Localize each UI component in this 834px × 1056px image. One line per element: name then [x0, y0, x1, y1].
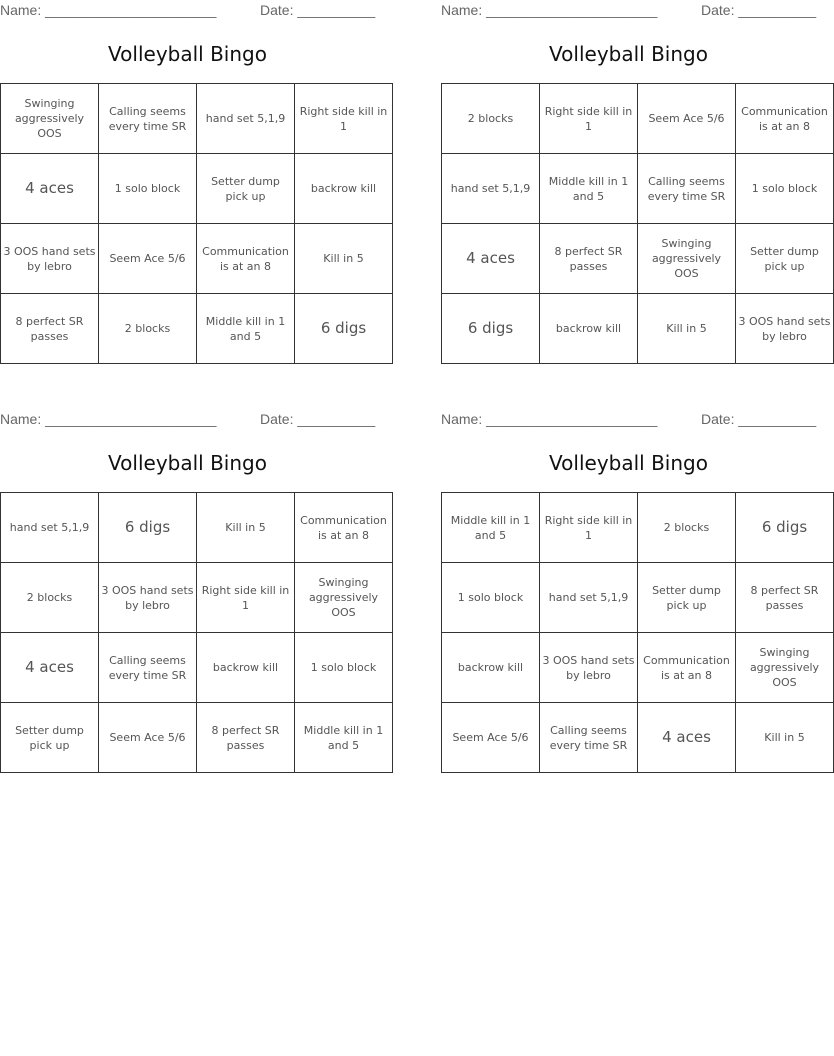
bingo-square: 8 perfect SR passes [1, 294, 99, 364]
bingo-square: hand set 5,1,9 [197, 84, 295, 154]
name-field-label: Name: ______________________ [441, 2, 658, 18]
bingo-square: Swinging aggressively OOS [736, 633, 834, 703]
bingo-square: Seem Ace 5/6 [99, 224, 197, 294]
bingo-row [1, 224, 393, 294]
bingo-card [0, 0, 388, 380]
bingo-square: Swinging aggressively OOS [1, 84, 99, 154]
bingo-square: 8 perfect SR passes [540, 224, 638, 294]
bingo-square: Setter dump pick up [736, 224, 834, 294]
bingo-square: Kill in 5 [638, 294, 736, 364]
bingo-square: Kill in 5 [295, 224, 393, 294]
date-field-label: Date: __________ [701, 2, 817, 18]
date-field-label: Date: __________ [260, 411, 376, 427]
bingo-square: hand set 5,1,9 [540, 563, 638, 633]
bingo-grid [441, 83, 834, 364]
bingo-square: 4 aces [442, 224, 540, 294]
bingo-row [442, 224, 834, 294]
bingo-square: 6 digs [99, 493, 197, 563]
bingo-square: Right side kill in 1 [295, 84, 393, 154]
bingo-square: Calling seems every time SR [99, 84, 197, 154]
bingo-row [442, 703, 834, 773]
bingo-square: Swinging aggressively OOS [638, 224, 736, 294]
bingo-square: 6 digs [736, 493, 834, 563]
bingo-square: 2 blocks [99, 294, 197, 364]
bingo-row [442, 294, 834, 364]
bingo-square: hand set 5,1,9 [1, 493, 99, 563]
bingo-square: 8 perfect SR passes [736, 563, 834, 633]
bingo-square: 3 OOS hand sets by lebro [1, 224, 99, 294]
bingo-square: 3 OOS hand sets by lebro [736, 294, 834, 364]
bingo-square: Kill in 5 [736, 703, 834, 773]
bingo-square: Middle kill in 1 and 5 [540, 154, 638, 224]
bingo-row [1, 633, 393, 703]
bingo-row [1, 294, 393, 364]
bingo-square: Setter dump pick up [638, 563, 736, 633]
bingo-square: Communication is at an 8 [736, 84, 834, 154]
bingo-row [442, 633, 834, 703]
card-title: Volleyball Bingo [549, 451, 708, 475]
bingo-grid [0, 83, 393, 364]
bingo-square: 1 solo block [295, 633, 393, 703]
bingo-square: Kill in 5 [197, 493, 295, 563]
name-field-label: Name: ______________________ [441, 411, 658, 427]
bingo-card [0, 409, 387, 789]
bingo-square: 4 aces [1, 633, 99, 703]
bingo-square: backrow kill [540, 294, 638, 364]
card-title: Volleyball Bingo [108, 451, 267, 475]
bingo-card [441, 409, 820, 789]
bingo-square: Setter dump pick up [197, 154, 295, 224]
date-field-label: Date: __________ [260, 2, 376, 18]
bingo-row [1, 84, 393, 154]
bingo-square: 1 solo block [99, 154, 197, 224]
bingo-row [442, 563, 834, 633]
bingo-square: 6 digs [295, 294, 393, 364]
bingo-square: 1 solo block [736, 154, 834, 224]
bingo-row [1, 154, 393, 224]
bingo-square: Calling seems every time SR [540, 703, 638, 773]
bingo-square: Right side kill in 1 [197, 563, 295, 633]
bingo-square: Communication is at an 8 [638, 633, 736, 703]
bingo-square: Seem Ace 5/6 [442, 703, 540, 773]
bingo-row [1, 703, 393, 773]
bingo-square: Seem Ace 5/6 [99, 703, 197, 773]
bingo-square: Setter dump pick up [1, 703, 99, 773]
bingo-square: 8 perfect SR passes [197, 703, 295, 773]
bingo-square: Right side kill in 1 [540, 493, 638, 563]
bingo-square: 2 blocks [442, 84, 540, 154]
bingo-grid [441, 492, 834, 773]
bingo-square: Communication is at an 8 [295, 493, 393, 563]
bingo-square: backrow kill [295, 154, 393, 224]
date-field-label: Date: __________ [701, 411, 817, 427]
bingo-row [1, 563, 393, 633]
bingo-square: Middle kill in 1 and 5 [295, 703, 393, 773]
bingo-square: Calling seems every time SR [99, 633, 197, 703]
bingo-square: 4 aces [1, 154, 99, 224]
card-title: Volleyball Bingo [549, 42, 708, 66]
bingo-square: backrow kill [442, 633, 540, 703]
name-field-label: Name: ______________________ [0, 411, 217, 427]
bingo-square: 1 solo block [442, 563, 540, 633]
bingo-square: 6 digs [442, 294, 540, 364]
bingo-square: Right side kill in 1 [540, 84, 638, 154]
bingo-square: backrow kill [197, 633, 295, 703]
bingo-square: Seem Ace 5/6 [638, 84, 736, 154]
bingo-square: Calling seems every time SR [638, 154, 736, 224]
bingo-square: Communication is at an 8 [197, 224, 295, 294]
bingo-row [442, 84, 834, 154]
card-title: Volleyball Bingo [108, 42, 267, 66]
bingo-square: 4 aces [638, 703, 736, 773]
bingo-square: Swinging aggressively OOS [295, 563, 393, 633]
bingo-square: hand set 5,1,9 [442, 154, 540, 224]
bingo-square: Middle kill in 1 and 5 [442, 493, 540, 563]
bingo-square: 2 blocks [1, 563, 99, 633]
bingo-square: Middle kill in 1 and 5 [197, 294, 295, 364]
bingo-row [1, 493, 393, 563]
bingo-grid [0, 492, 393, 773]
bingo-row [442, 154, 834, 224]
bingo-square: 3 OOS hand sets by lebro [540, 633, 638, 703]
bingo-row [442, 493, 834, 563]
bingo-card [441, 0, 831, 380]
bingo-square: 3 OOS hand sets by lebro [99, 563, 197, 633]
name-field-label: Name: ______________________ [0, 2, 217, 18]
bingo-square: 2 blocks [638, 493, 736, 563]
